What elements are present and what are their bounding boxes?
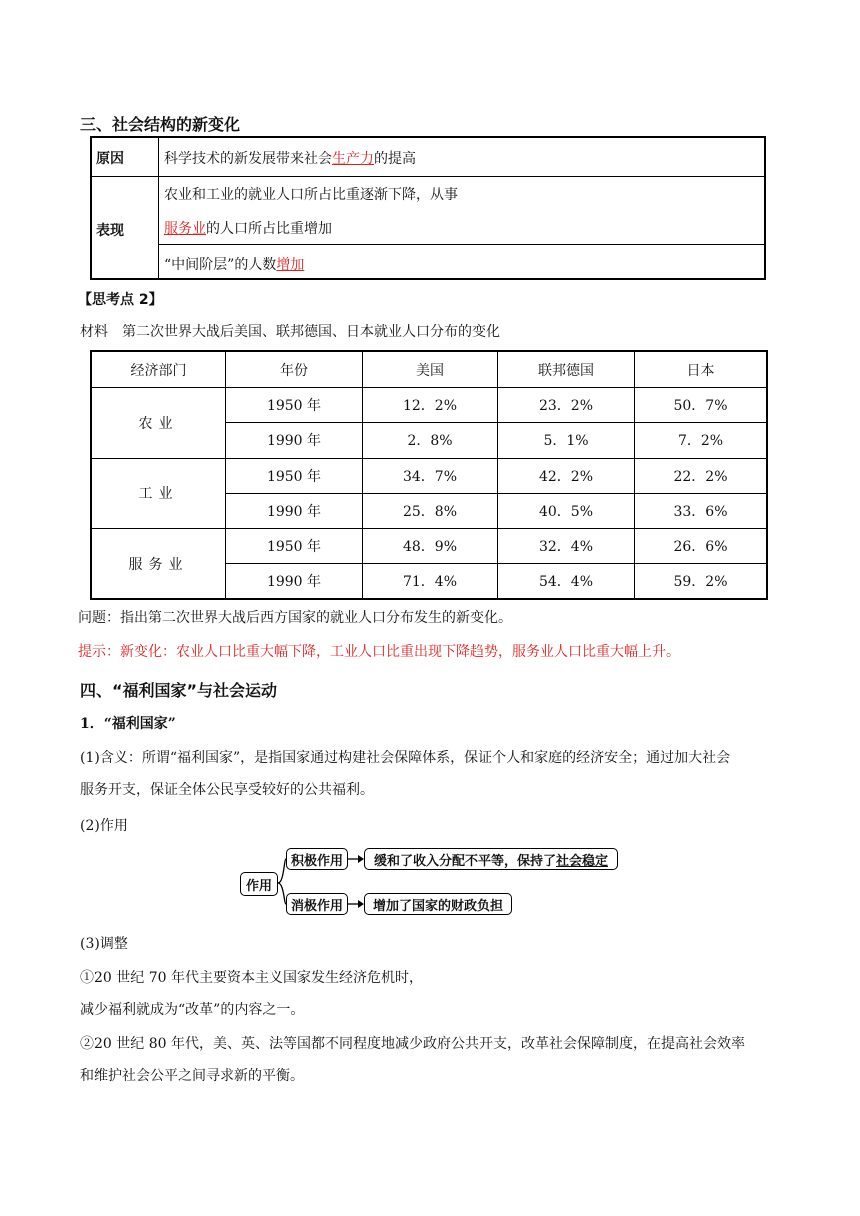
section3-title: 三、社会结构的新变化	[80, 115, 241, 134]
value-cell: 5．1%	[498, 423, 635, 458]
value-cell: 33．6%	[635, 493, 768, 528]
value-cell: 59．2%	[635, 564, 768, 599]
year-cell: 1950 年	[226, 388, 363, 423]
header-west-germany: 联邦德国	[498, 351, 635, 388]
year-cell: 1950 年	[226, 458, 363, 493]
header-year: 年份	[226, 351, 363, 388]
positive-role-box: 积极作用	[286, 848, 348, 870]
value-cell: 25．8%	[363, 493, 498, 528]
adjust2-line2: 和维护社会公平之间寻求新的平衡。	[80, 1068, 304, 1084]
value-cell: 40．5%	[498, 493, 635, 528]
value-cell: 7．2%	[635, 423, 768, 458]
productivity-keyword: 生产力	[332, 151, 374, 167]
value-cell: 23．2%	[498, 388, 635, 423]
social-structure-table	[90, 136, 766, 280]
table-row	[91, 458, 767, 493]
adjust1-line2: 减少福利就成为“改革”的内容之一。	[80, 1002, 305, 1018]
table-header-row	[91, 351, 767, 388]
adjust2-line1: ②20 世纪 80 年代，美、英、法等国都不同程度地减少政府公共开支，改革社会保障制度，在提高社会效率	[80, 1036, 745, 1052]
question-text: 问题：指出第二次世界大战后西方国家的就业人口分布发生的新变化。	[78, 610, 512, 626]
social-stability-keyword: 社会稳定	[556, 853, 609, 869]
value-cell: 26．6%	[635, 529, 768, 564]
reason-label: 原因	[96, 151, 124, 167]
negative-role-box: 消极作用	[286, 893, 348, 915]
welfare-state-subheading: 1．“福利国家”	[80, 716, 176, 732]
hint-text: 提示：新变化：农业人口比重大幅下降，工业人口比重出现下降趋势，服务业人口比重大幅上升。	[78, 644, 680, 660]
material-caption: 材料 第二次世界大战后美国、联邦德国、日本就业人口分布的变化	[80, 324, 500, 340]
negative-role-text: 增加了国家的财政负担	[364, 893, 512, 915]
value-cell: 12．2%	[363, 388, 498, 423]
value-cell: 32．4%	[498, 529, 635, 564]
increase-keyword: 增加	[276, 257, 305, 273]
year-cell: 1990 年	[226, 493, 363, 528]
value-cell: 48．9%	[363, 529, 498, 564]
value-cell: 2．8%	[363, 423, 498, 458]
sector-industry: 工业	[91, 458, 226, 529]
performance-line1: 农业和工业的就业人口所占比重逐渐下降，从事	[164, 187, 458, 203]
value-cell: 34．7%	[363, 458, 498, 493]
sector-service: 服务业	[91, 529, 226, 600]
section4-title: 四、“福利国家”与社会运动	[80, 681, 278, 700]
role-diagram	[240, 846, 620, 918]
value-cell: 22．2%	[635, 458, 768, 493]
performance-line3: “中间阶层”的人数增加	[164, 257, 305, 273]
year-cell: 1950 年	[226, 529, 363, 564]
header-sector: 经济部门	[91, 351, 226, 388]
positive-role-text: 缓和了收入分配不平等，保持了 社会稳定	[364, 848, 618, 870]
performance-line2: 服务业的人口所占比重增加	[164, 221, 332, 237]
value-cell: 71．4%	[363, 564, 498, 599]
value-cell: 42．2%	[498, 458, 635, 493]
table-row	[91, 388, 767, 423]
performance-label: 表现	[96, 223, 124, 239]
adjust1-line1: ①20 世纪 70 年代主要资本主义国家发生经济危机时，	[80, 970, 423, 986]
service-keyword: 服务业	[164, 221, 206, 237]
role-label: (2)作用	[80, 818, 128, 834]
adjust-label: (3)调整	[80, 936, 128, 952]
diagram-root: 作用	[240, 872, 278, 896]
reason-text: 科学技术的新发展带来社会生产力的提高	[164, 151, 416, 167]
value-cell: 54．4%	[498, 564, 635, 599]
thinking-point-heading: 【思考点 2】	[78, 292, 163, 308]
value-cell: 50．7%	[635, 388, 768, 423]
sector-agriculture: 农业	[91, 388, 226, 459]
employment-table	[90, 350, 768, 600]
header-usa: 美国	[363, 351, 498, 388]
table-row	[91, 529, 767, 564]
definition-line1: (1)含义：所谓“福利国家”，是指国家通过构建社会保障体系，保证个人和家庭的经济安全；通过加大社会	[80, 750, 731, 766]
year-cell: 1990 年	[226, 564, 363, 599]
definition-line2: 服务开支，保证全体公民享受较好的公共福利。	[80, 782, 374, 798]
year-cell: 1990 年	[226, 423, 363, 458]
header-japan: 日本	[635, 351, 768, 388]
